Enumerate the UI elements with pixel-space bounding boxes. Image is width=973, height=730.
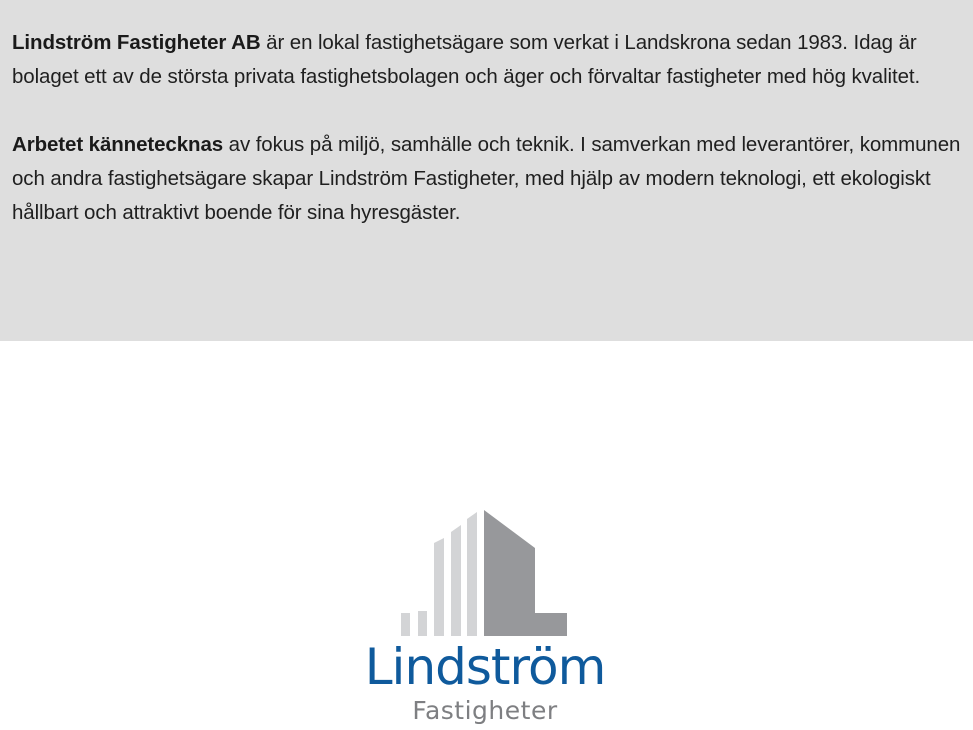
logo-bar-4 (451, 525, 461, 636)
company-logo (350, 505, 620, 730)
logo-bar-3 (434, 538, 444, 636)
logo-bar-2 (418, 611, 427, 636)
company-info-panel (0, 0, 973, 341)
intro-paragraph (12, 26, 961, 94)
logo-subtitle: Fastigheter (412, 696, 558, 725)
logo-dark-building (484, 510, 567, 636)
intro-paragraph-text: är en lokal fastighetsägare som verkat i Landskrona sedan 1983. Idag är bolaget ett av de största privata fastighetsbolagen och äger och förvaltar fastigheter med hög kvalitet. (12, 31, 921, 88)
work-paragraph (12, 128, 961, 230)
company-name-bold: Lindström Fastigheter AB (12, 31, 261, 54)
logo-light-bars (401, 512, 477, 636)
logo-bar-5 (467, 512, 477, 636)
work-heading-bold: Arbetet kännetecknas (12, 133, 224, 156)
work-paragraph-text: av fokus på miljö, samhälle och teknik. I samverkan med leverantörer, kommunen och andra fastighetsägare skapar Lindström Fastigheter, med hjälp av modern teknologi, ett ekologiskt hållbart och attraktivt boende för sina hyresgäster. (12, 133, 961, 224)
logo-bar-1 (401, 613, 410, 636)
logo-name: Lindström (364, 638, 606, 696)
